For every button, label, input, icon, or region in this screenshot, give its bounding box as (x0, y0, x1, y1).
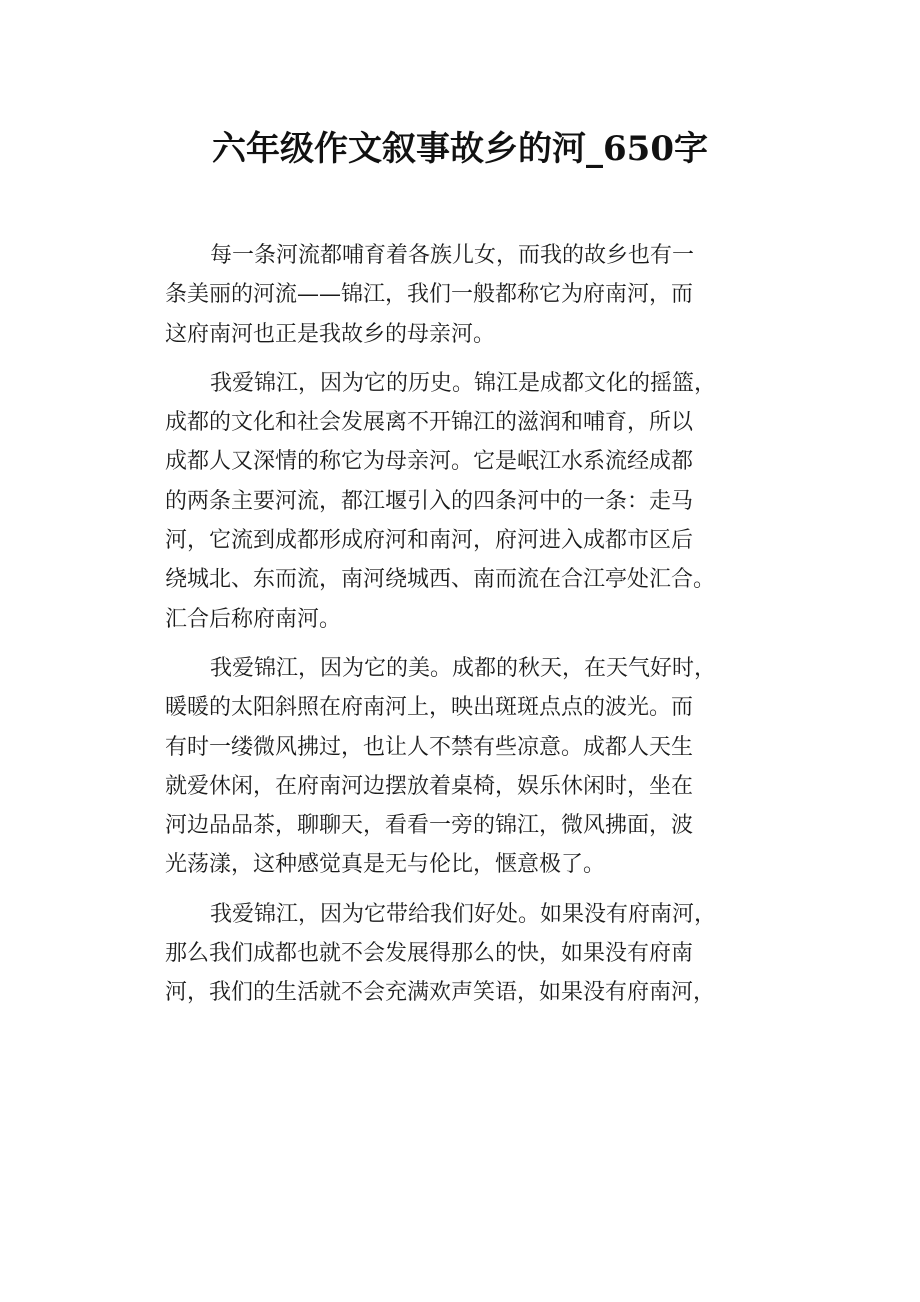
text-line: 我爱锦江，因为它的美。成都的秋天，在天气好时， (210, 655, 717, 681)
paragraph-2 (165, 364, 762, 639)
text-line: 光荡漾，这种感觉真是无与伦比，惬意极了。 (165, 852, 606, 878)
text-line: 条美丽的河流——锦江，我们一般都称它为府南河，而 (165, 282, 694, 308)
text-line: 那么我们成都也就不会发展得那么的快，如果没有府南 (165, 941, 694, 967)
text-line: 汇合后称府南河。 (165, 606, 342, 632)
text-line: 成都的文化和社会发展离不开锦江的滋润和哺育，所以 (165, 410, 694, 436)
paragraph-4 (165, 895, 762, 1013)
text-line: 河，它流到成都形成府河和南河，府河进入成都市区后 (165, 528, 694, 554)
text-line: 绕城北、东而流，南河绕城西、南而流在合江亭处汇合。 (165, 567, 716, 593)
paragraph-3 (165, 649, 762, 885)
document-title: 六年级作文叙事故乡的河_650字 (212, 129, 708, 169)
text-line: 河边品品茶，聊聊天，看看一旁的锦江，微风拂面，波 (165, 813, 694, 839)
text-line: 有时一缕微风拂过，也让人不禁有些凉意。成都人天生 (165, 734, 694, 760)
text-line: 河，我们的生活就不会充满欢声笑语，如果没有府南河， (165, 980, 716, 1006)
text-line: 我爱锦江，因为它的历史。锦江是成都文化的摇篮， (210, 370, 717, 396)
paragraph-1 (165, 236, 762, 354)
text-line: 的两条主要河流，都江堰引入的四条河中的一条：走马 (165, 488, 694, 514)
text-line: 就爱休闲，在府南河边摆放着桌椅，娱乐休闲时，坐在 (165, 773, 694, 799)
text-line: 成都人又深情的称它为母亲河。它是岷江水系流经成都 (165, 449, 694, 475)
text-line: 这府南河也正是我故乡的母亲河。 (165, 321, 496, 347)
text-line: 我爱锦江，因为它带给我们好处。如果没有府南河， (210, 901, 717, 927)
text-line: 每一条河流都哺育着各族儿女，而我的故乡也有一 (210, 243, 695, 268)
document-body (165, 236, 762, 1023)
text-line: 暖暖的太阳斜照在府南河上，映出斑斑点点的波光。而 (165, 695, 694, 721)
